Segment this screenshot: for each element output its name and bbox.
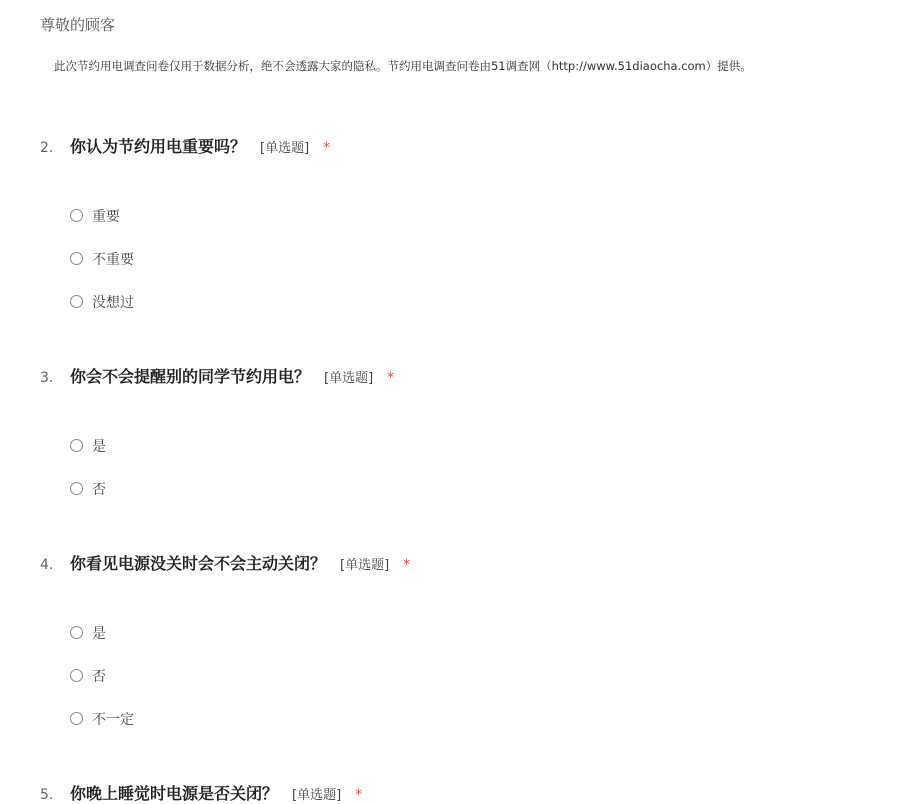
option-label: 是 [92, 625, 106, 642]
question-title-row [40, 551, 880, 574]
radio-button[interactable] [70, 209, 83, 222]
radio-button[interactable] [70, 295, 83, 308]
option-label: 不重要 [92, 251, 134, 268]
survey-intro: 此次节约用电调查问卷仅用于数据分析，绝不会透露大家的隐私。节约用电调查问卷由51调查网（http://www.51diaocha.com）提供。 [54, 59, 752, 73]
question-type: [单选题] [260, 141, 310, 156]
option-important[interactable] [70, 194, 134, 237]
question-type: [单选题] [292, 788, 342, 803]
radio-button[interactable] [70, 712, 83, 725]
option-list [70, 424, 106, 510]
required-marker: * [387, 370, 395, 386]
option-label: 重要 [92, 208, 120, 225]
option-list [70, 194, 134, 323]
question-3 [40, 364, 880, 498]
question-type: [单选题] [324, 371, 374, 386]
question-5 [40, 781, 880, 804]
question-number: 2. [40, 140, 54, 156]
question-text: 你认为节约用电重要吗？ [70, 137, 247, 156]
radio-button[interactable] [70, 252, 83, 265]
option-no[interactable] [70, 654, 134, 697]
option-never-thought[interactable] [70, 280, 134, 323]
required-marker: * [355, 787, 363, 803]
option-not-important[interactable] [70, 237, 134, 280]
question-text: 你晚上睡觉时电源是否关闭？ [70, 784, 279, 803]
survey-greeting: 尊敬的顾客 [40, 16, 116, 34]
question-number: 3. [40, 370, 54, 386]
option-label: 否 [92, 668, 106, 685]
option-label: 没想过 [92, 294, 134, 311]
question-text: 你看见电源没关时会不会主动关闭？ [70, 554, 327, 573]
option-yes[interactable] [70, 611, 134, 654]
radio-button[interactable] [70, 626, 83, 639]
radio-button[interactable] [70, 669, 83, 682]
question-title-row [40, 781, 880, 804]
question-4 [40, 551, 880, 728]
question-title-row [40, 134, 880, 157]
radio-button[interactable] [70, 439, 83, 452]
option-yes[interactable] [70, 424, 106, 467]
question-text: 你会不会提醒别的同学节约用电？ [70, 367, 311, 386]
question-2 [40, 134, 880, 311]
question-number: 5. [40, 787, 54, 803]
option-list [70, 611, 134, 740]
question-title-row [40, 364, 880, 387]
radio-button[interactable] [70, 482, 83, 495]
option-label: 是 [92, 438, 106, 455]
option-no[interactable] [70, 467, 106, 510]
option-not-sure[interactable] [70, 697, 134, 740]
required-marker: * [403, 557, 411, 573]
option-label: 不一定 [92, 711, 134, 728]
question-type: [单选题] [340, 558, 390, 573]
option-label: 否 [92, 481, 106, 498]
question-number: 4. [40, 557, 54, 573]
required-marker: * [323, 140, 331, 156]
